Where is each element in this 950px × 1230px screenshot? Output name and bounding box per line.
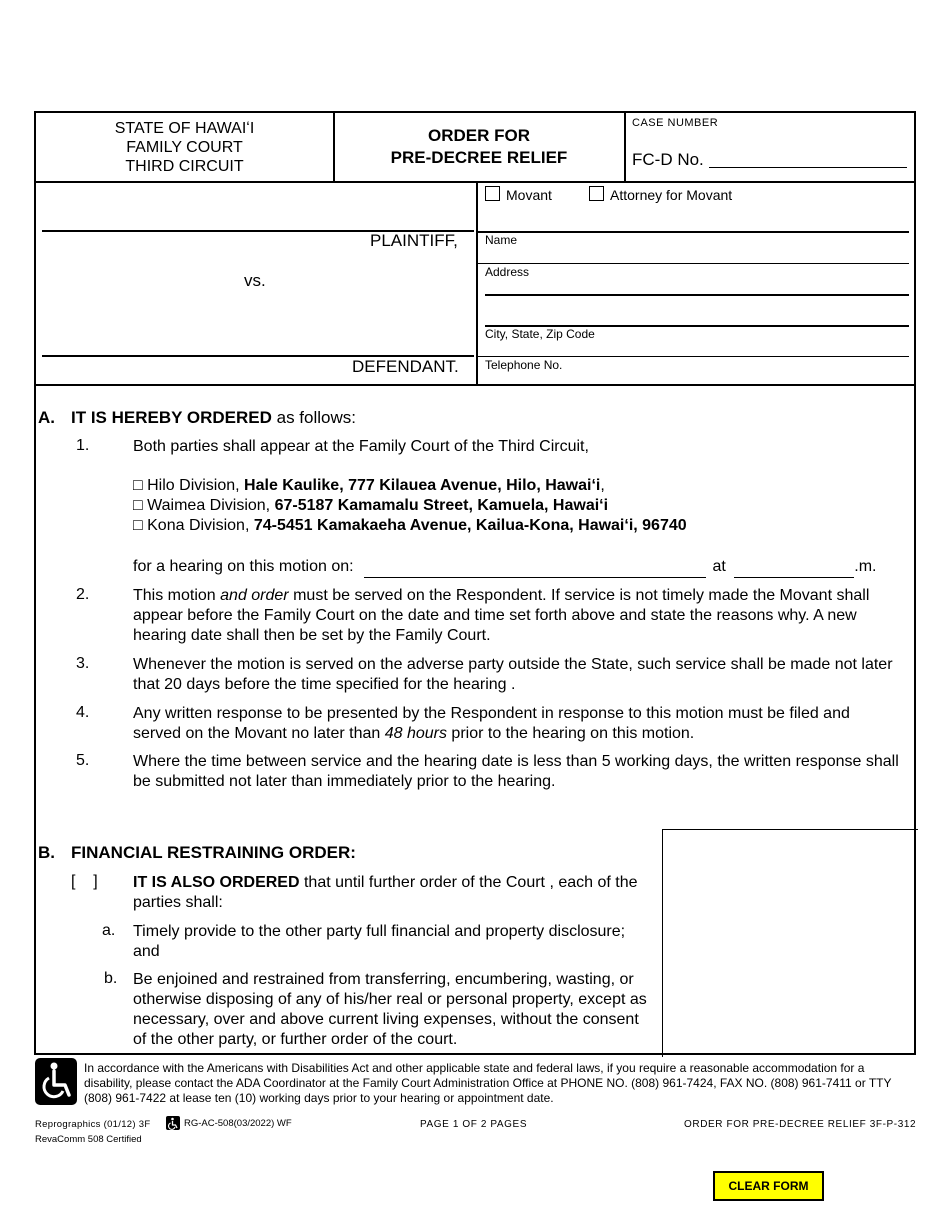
case-number-input[interactable] — [709, 167, 907, 168]
financial-order-checkbox[interactable]: [ ] — [71, 873, 98, 890]
order-form: STATE OF HAWAIʻI FAMILY COURT THIRD CIRCUIT ORDER FOR PRE-DECREE RELIEF CASE NUMBER FC-D No. PLAINTIFF, vs. DEFENDANT. Movant Attorney for Movant Name Address City, State, Zip Code Telephone No. A. IT IS HEREBY ORDERED as follows: 1. Both parties shall appear at the Family Court of the Third Circuit, □ Hilo Division, Hale Kaulike, 777 Kilauea Avenue, Hilo, Hawaiʻi, □ Waimea Division, 67-5187 Kamamalu Street, Kamuela, Hawaiʻi □ Kona Division, 74-5451 Kamakaeha Avenue, Kailua-Kona, Hawaiʻi, 96740 for a hearing on this motion on: at .m. 2. This motion and order must be served on the Respondent. If service is not timely made the Movant shall appear before the Family Court on the date and time set forth above and state the reasons why. A new hearing date shall then be set by the Family Court. 3. Whenever the motion is served on the adverse party outside the State, such service shall be made not later that 20 days before the time specified for the hearing . 4. Any written response to be presented by the Respondent in response to this motion must be filed and served on the Movant no later than 48 hours prior to the hearing on this motion. 5. Where the time between service and the hearing date is less than 5 working days, the written response shall be submitted not later than immediately prior to the hearing. B. FINANCIAL RESTRAINING ORDER: [ ] IT IS ALSO ORDERED that until further order of the Court , each of the parties shall: a. Timely provide to the other party full financial and property disclosure; and b. Be enjoined and restrained from transferring, encumbering, wasting, or otherwise disposing of any of his/her real or personal property, except as necessary, over and above current living expenses, without the consent of the other party, or further order of the court. — [34, 111, 916, 1055]
name-label: Name — [485, 233, 518, 247]
court-line-1: STATE OF HAWAIʻI — [114, 120, 255, 137]
signature-box[interactable] — [662, 829, 918, 1057]
attorney-checkbox[interactable]: Attorney for Movant — [589, 186, 732, 203]
plaintiff-label: PLAINTIFF, — [370, 231, 458, 250]
reprographics-label: Reprographics (01/12) 3F — [35, 1119, 151, 1130]
item-2-text: This motion and order must be served on the Respondent. If service is not timely made the Movant shall appear before the Family Court on the date and time set forth above and state the reasons why. A new hearing date shall then be set by the Family Court. — [133, 587, 870, 644]
checkbox-icon[interactable] — [485, 186, 500, 201]
item-3-text: Whenever the motion is served on the adverse party outside the State, such service shall be made not later that 20 days before the time specified for the hearing . — [133, 656, 893, 693]
court-name — [36, 119, 333, 176]
division-waimea[interactable]: □ Waimea Division, 67-5187 Kamamalu Street, Kamuela, Hawaiʻi — [133, 497, 609, 514]
wheelchair-icon — [166, 1116, 180, 1130]
division-list — [133, 476, 903, 536]
wheelchair-icon — [35, 1058, 77, 1105]
name-field[interactable] — [477, 263, 909, 264]
hearing-date-field[interactable] — [364, 557, 706, 578]
hearing-time-field[interactable] — [734, 557, 854, 578]
item-a-text: Timely provide to the other party full financial and property disclosure; and — [133, 923, 626, 960]
ada-notice: In accordance with the Americans with Disabilities Act and other applicable state and federal laws, if you require a reasonable accommodation for a disability, please contact the ADA Coordinator at the Family Court Administration Office at PHONE NO. (808) 961-7424, FAX NO. (808) 961-7411 or TTY (808) 961-7422 at lease ten (10) working days prior to your hearing or appointment date. — [84, 1061, 892, 1105]
item-5-text: Where the time between service and the hearing date is less than 5 working days, the written response shall be submitted not later than immediately prior to the hearing. — [133, 753, 899, 790]
page-number: PAGE 1 OF 2 PAGES — [420, 1119, 528, 1130]
clear-form-button[interactable]: CLEAR FORM — [713, 1171, 824, 1201]
section-b-letter: B. — [38, 843, 55, 862]
form-code: RG-AC-508(03/2022) WF — [184, 1118, 292, 1129]
division-hilo[interactable]: □ Hilo Division, Hale Kaulike, 777 Kilauea Avenue, Hilo, Hawaiʻi, — [133, 477, 605, 494]
address-label: Address — [485, 265, 530, 279]
case-prefix: FC-D No. — [632, 150, 704, 169]
division-kona[interactable]: □ Kona Division, 74-5451 Kamakaeha Avenue, Kailua-Kona, Hawaiʻi, 96740 — [133, 517, 687, 534]
also-ordered-text: IT IS ALSO ORDERED that until further order of the Court , each of the parties shall: — [133, 874, 638, 911]
city-label: City, State, Zip Code — [485, 327, 595, 341]
phone-label: Telephone No. — [485, 358, 563, 372]
vs-label: vs. — [244, 271, 266, 290]
court-line-2: FAMILY COURT — [126, 139, 243, 156]
section-a-letter: A. — [38, 408, 55, 427]
section-a-heading: IT IS HEREBY ORDERED as follows: — [71, 408, 356, 427]
item-1-text: Both parties shall appear at the Family Court of the Third Circuit, — [133, 438, 589, 455]
defendant-label: DEFENDANT. — [352, 357, 459, 376]
item-b-text: Be enjoined and restrained from transferring, encumbering, wasting, or otherwise disposing of any of his/her real or personal property, except as necessary, over and above current living expenses, without the consent of the other party, or further order of the court. — [133, 971, 647, 1048]
case-number-label: CASE NUMBER — [632, 117, 719, 129]
court-line-3: THIRD CIRCUIT — [125, 158, 244, 175]
address-line-1[interactable] — [485, 294, 909, 296]
item-4-text: Any written response to be presented by the Respondent in response to this motion must be filed and served on the Movant no later than 48 hours prior to the hearing on this motion. — [133, 705, 850, 742]
movant-checkbox[interactable]: Movant — [485, 186, 552, 203]
form-id: ORDER FOR PRE-DECREE RELIEF 3F-P-312 — [684, 1119, 917, 1130]
form-header — [36, 113, 914, 183]
city-field[interactable] — [477, 356, 909, 357]
checkbox-icon[interactable] — [589, 186, 604, 201]
section-b-heading: FINANCIAL RESTRAINING ORDER: — [71, 843, 356, 862]
hearing-line: for a hearing on this motion on: at .m. — [133, 557, 903, 578]
document-title: ORDER FOR PRE-DECREE RELIEF — [390, 126, 568, 167]
revacomm-label: RevaComm 508 Certified — [35, 1134, 142, 1145]
